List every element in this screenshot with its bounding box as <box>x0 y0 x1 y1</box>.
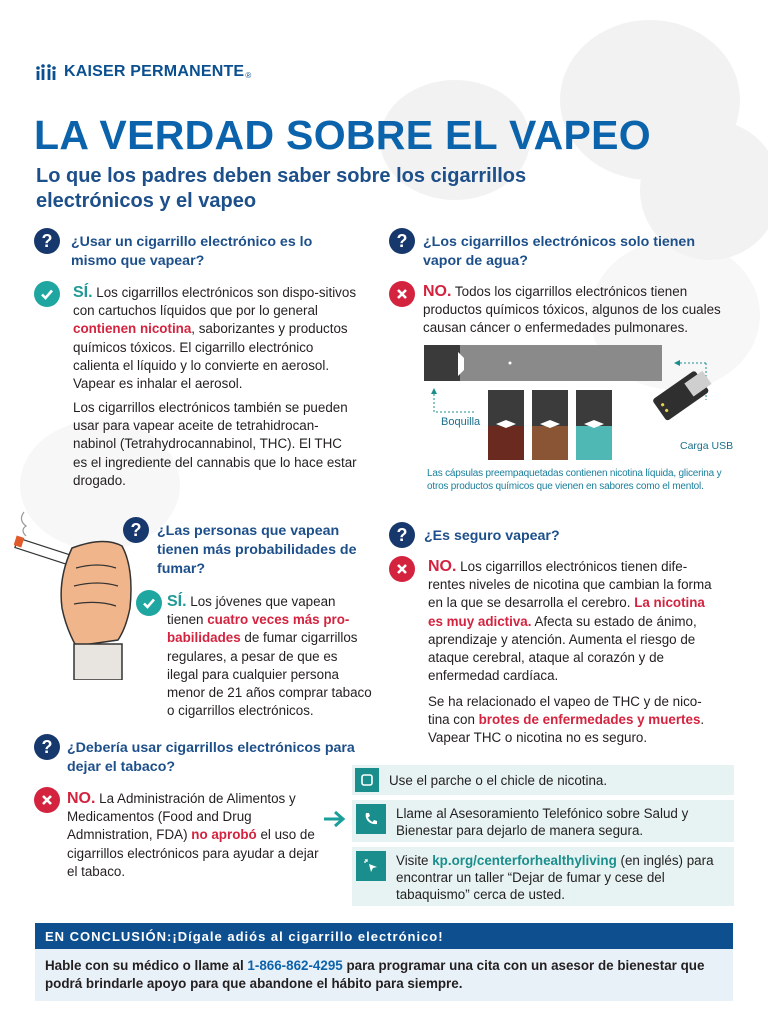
label-mouthpiece: Boquilla <box>441 416 481 428</box>
registered-mark: ® <box>245 70 252 80</box>
tip-text <box>396 847 734 906</box>
answer-text: Los cigarrillos electrónicos tienen dife-rentes niveles de nicotina que cambian la forma en la que se desarrolla el cerebro. <box>428 559 712 611</box>
conclusion-header <box>35 923 733 949</box>
conclusion-body <box>35 949 733 1001</box>
x-icon <box>389 556 415 582</box>
brand-logo <box>34 62 251 82</box>
x-icon <box>389 281 415 307</box>
conclusion-text: para programar una cita con un asesor de bienestar que podrá brindarle apoyo para que abandone el hábito para siempre. <box>45 958 705 991</box>
tip-phone <box>352 800 734 842</box>
tip-patch <box>352 765 734 795</box>
check-icon <box>34 281 60 307</box>
answer-text: Los cigarrillos electrónicos son dispo-sitivos con cartuchos líquidos que por lo general <box>73 285 357 319</box>
q3-answer <box>167 593 372 720</box>
answer-text: el uso de cigarrillos electrónicos para ayudar a dejar el tabaco. <box>67 827 319 879</box>
question-icon: ? <box>123 517 149 543</box>
tip-text: Llame al Asesoramiento Telefónico sobre Salud y Bienestar para dejarlo de manera segura. <box>396 806 689 838</box>
q1-question: ¿Usar un cigarrillo electrónico es lo mismo que vapear? <box>71 234 313 269</box>
highlight-text: no aprobó <box>191 827 257 843</box>
website-link[interactable]: kp.org/centerforhealthyliving <box>432 853 617 868</box>
question-icon: ? <box>34 228 60 254</box>
q4-question: ¿Es seguro vapear? <box>424 528 560 544</box>
answer-text: Afecta su estado de ánimo, aprendizaje y atención. Aumenta el riesgo de ataque cerebral, ataque al corazón y de enfermedad cardíaca. <box>428 613 697 684</box>
answer-no: NO. <box>423 283 452 300</box>
q4-paragraph-2 <box>428 693 723 748</box>
answer-text: Se ha relacionado el vapeo de THC y de nico-tina con <box>428 694 702 728</box>
question-icon: ? <box>34 734 60 760</box>
answer-text: Los jóvenes que vapean tienen <box>167 594 336 628</box>
brand-name: KAISER PERMANENTE <box>64 63 245 80</box>
kp-logo-icon <box>34 62 58 82</box>
x-icon <box>34 787 60 813</box>
conclusion-label: EN CONCLUSIÓN: <box>45 928 173 944</box>
page-title: LA VERDAD SOBRE EL VAPEO <box>34 112 651 158</box>
answer-no: NO. <box>428 558 457 575</box>
check-icon <box>136 590 162 616</box>
answer-text: de fumar cigarrillos regulares, a pesar de que es ilegal para cualquier persona menor de 21 años comprar tabaco o cigarrillos electrónicos. <box>167 630 372 719</box>
phone-number[interactable]: 1-866-862-4295 <box>247 958 343 973</box>
answer-yes: SÍ. <box>167 593 187 610</box>
q5-question: ¿Debería usar cigarrillos electrónicos para dejar el tabaco? <box>67 740 355 775</box>
q2-answer <box>423 283 723 338</box>
question-icon: ? <box>389 522 415 548</box>
tip-text-part: (en inglés) para encontrar un taller “Dejar de fumar y cese del tabaquismo” cerca de usted. <box>396 853 714 902</box>
q5-answer <box>67 790 329 881</box>
highlight-text: contienen nicotina <box>73 321 192 337</box>
label-usb: Carga USB <box>680 440 734 452</box>
page-subtitle: Lo que los padres deben saber sobre los cigarrillos electrónicos y el vapeo <box>36 165 527 212</box>
answer-yes: SÍ. <box>73 284 93 301</box>
answer-no: NO. <box>67 790 96 807</box>
q3-question: ¿Las personas que vapean tienen más probabilidades de fumar? <box>157 523 357 577</box>
conclusion-text: Hable con su médico o llame al <box>45 958 248 973</box>
q1-answer <box>73 284 358 393</box>
q4-answer <box>428 558 723 685</box>
answer-text: , saborizantes y productos químicos tóxicos. El cigarrillo electrónico calienta el líquido y lo convierte en aerosol. Vapear es inhalar el aerosol. <box>73 321 348 392</box>
tip-text: Use el parche o el chicle de nicotina. <box>389 773 608 788</box>
answer-text: . Vapear THC o nicotina no es seguro. <box>428 712 705 746</box>
answer-text: La Administración de Alimentos y Medicamentos (Food and Drug Admnistration, FDA) <box>67 791 296 843</box>
phone-icon <box>356 804 386 834</box>
conclusion-headline: ¡Dígale adiós al cigarrillo electrónico! <box>172 928 444 944</box>
arrow-right-icon <box>322 808 348 830</box>
q1-paragraph-2: Los cigarrillos electrónicos también se pueden usar para vapear aceite de tetrahidrocan-nabinol (Tetrahydrocannabinol, THC). El THC es el ingrediente del cannabis que lo hace estar drogado. <box>73 400 357 488</box>
highlight-text: cuatro veces más pro-babilidades <box>167 612 350 646</box>
cursor-click-icon <box>356 851 386 881</box>
question-icon: ? <box>389 228 415 254</box>
device-caption: Las cápsulas preempaquetadas contienen nicotina líquida, glicerina y otros productos químicos que vienen en sabores como el mentol. <box>427 468 722 492</box>
highlight-text: brotes de enfermedades y muertes <box>478 712 701 728</box>
highlight-text: La nicotina es muy adictiva. <box>428 595 705 629</box>
q2-question: ¿Los cigarrillos electrónicos solo tienen vapor de agua? <box>423 234 695 269</box>
tip-website <box>352 847 734 906</box>
tip-text-part: Visite <box>396 853 433 868</box>
patch-icon <box>355 768 379 792</box>
answer-text: Todos los cigarrillos electrónicos tienen productos químicos tóxicos, algunos de los cuales causan cáncer o enfermedades pulmonares. <box>423 284 721 336</box>
